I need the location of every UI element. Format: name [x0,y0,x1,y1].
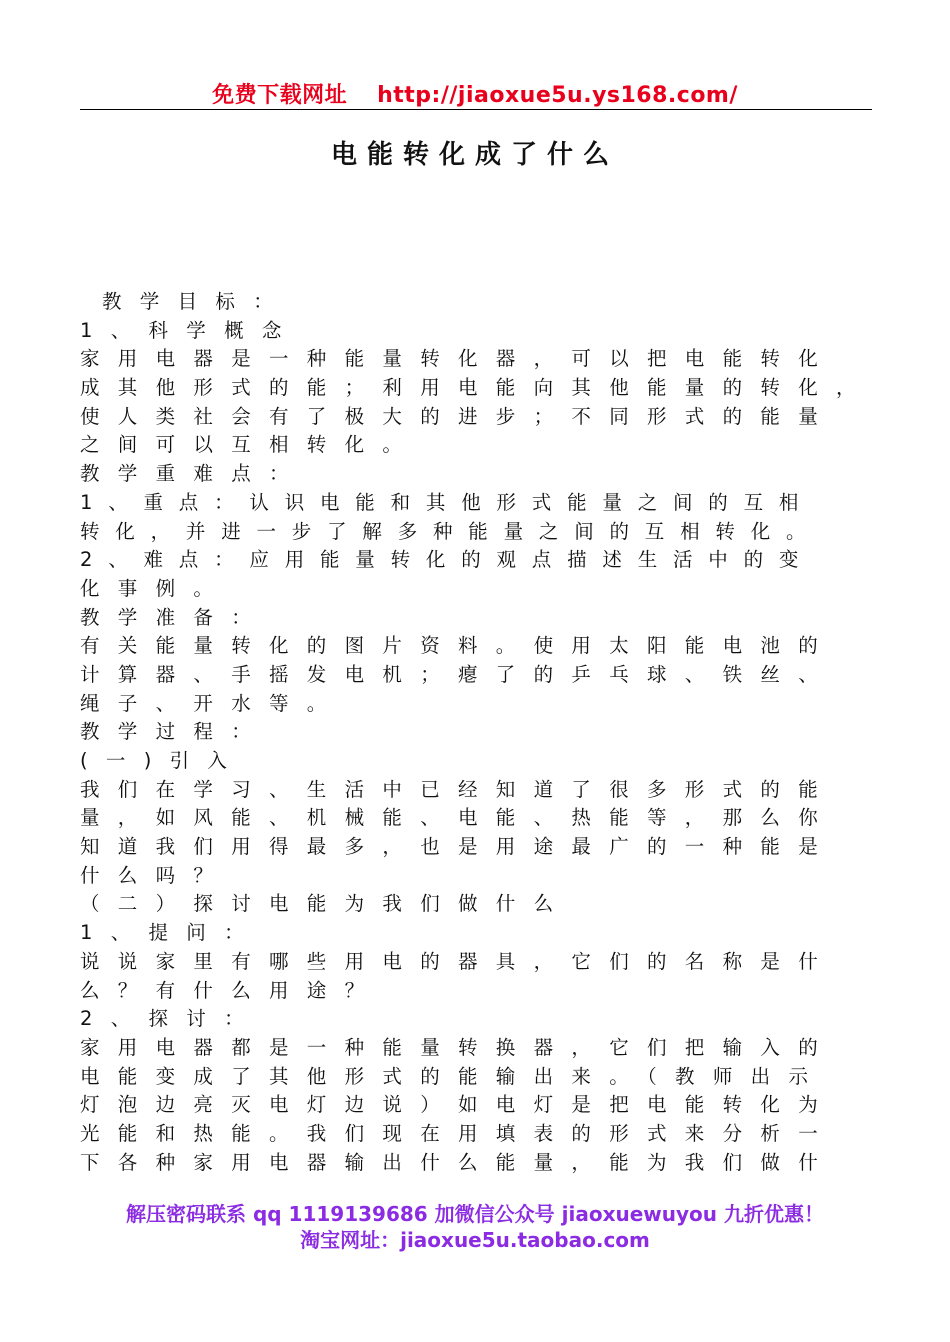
body-line: 计算器、手摇发电机；瘪了的乒乓球、铁丝、 [80,662,837,686]
body-line: (一)引入 [80,749,246,772]
body-line: 转化，并进一步了解多种能量之间的互相转化。 [80,519,822,543]
body-line: 么？有什么用途？ [80,978,383,1002]
body-line: 量，如风能、机械能、电能、热能等，那么你 [80,806,837,830]
body-line: 之间可以互相转化。 [80,433,421,457]
body-line: 2、探讨： [80,1007,262,1031]
document-body [80,288,880,1177]
body-line: 有关能量转化的图片资料。使用太阳能电池的 [80,634,837,658]
body-line: 1、提问： [80,921,262,945]
footer-taobao-link[interactable]: 淘宝网址：jiaoxue5u.taobao.com [300,1228,650,1252]
document-title: 电能转化成了什么 [330,140,619,170]
body-line: （二）探讨电能为我们做什么 [80,892,572,916]
body-line: 下各种家用电器输出什么能量，能为我们做什 [80,1150,837,1174]
body-line: 知道我们用得最多，也是用途最广的一种能是 [80,835,837,859]
body-line: 电能变成了其他形式的能输出来。（教师出示 [80,1064,827,1088]
body-line: 光能和热能。我们现在用填表的形式来分析一 [80,1121,837,1145]
body-line: 什么吗？ [80,863,232,887]
body-line: 绳子、开水等。 [80,691,345,715]
body-line: 使人类社会有了极大的进步；不同形式的能量 [80,404,837,428]
body-line: 我们在学习、生活中已经知道了很多形式的能 [80,777,837,801]
footer-contact-line: 解压密码联系 qq 1119139686 加微信公众号 jiaoxuewuyou 九折优惠！ [126,1202,824,1226]
body-line: 教学目标： [102,290,292,313]
body-line: 教学重难点： [80,462,307,486]
header-download-link[interactable] [0,78,950,109]
header-url[interactable]: http://jiaoxue5u.ys168.com/ [377,83,738,108]
body-line: 说说家里有哪些用电的器具，它们的名称是什 [80,949,837,973]
body-line: 2、难点：应用能量转化的观点描述生活中的变 [80,548,815,572]
body-line: 灯泡边亮灭电灯边说）如电灯是把电能转化为 [80,1093,837,1117]
body-line: 1、重点：认识电能和其他形式能量之间的互相 [80,490,815,514]
body-line: 化事例。 [80,576,232,600]
header-divider [80,109,872,110]
body-line: 成其他形式的能；利用电能向其他能量的转化， [80,376,874,400]
body-line: 家用电器都是一种能量转换器，它们把输入的 [80,1035,837,1059]
body-line: 家用电器是一种能量转化器，可以把电能转化 [80,347,837,371]
body-line: 1、科学概念 [80,318,300,342]
header-label: 免费下载网址 [212,83,348,108]
body-line: 教学准备： [80,605,270,629]
body-line: 教学过程： [80,720,270,744]
